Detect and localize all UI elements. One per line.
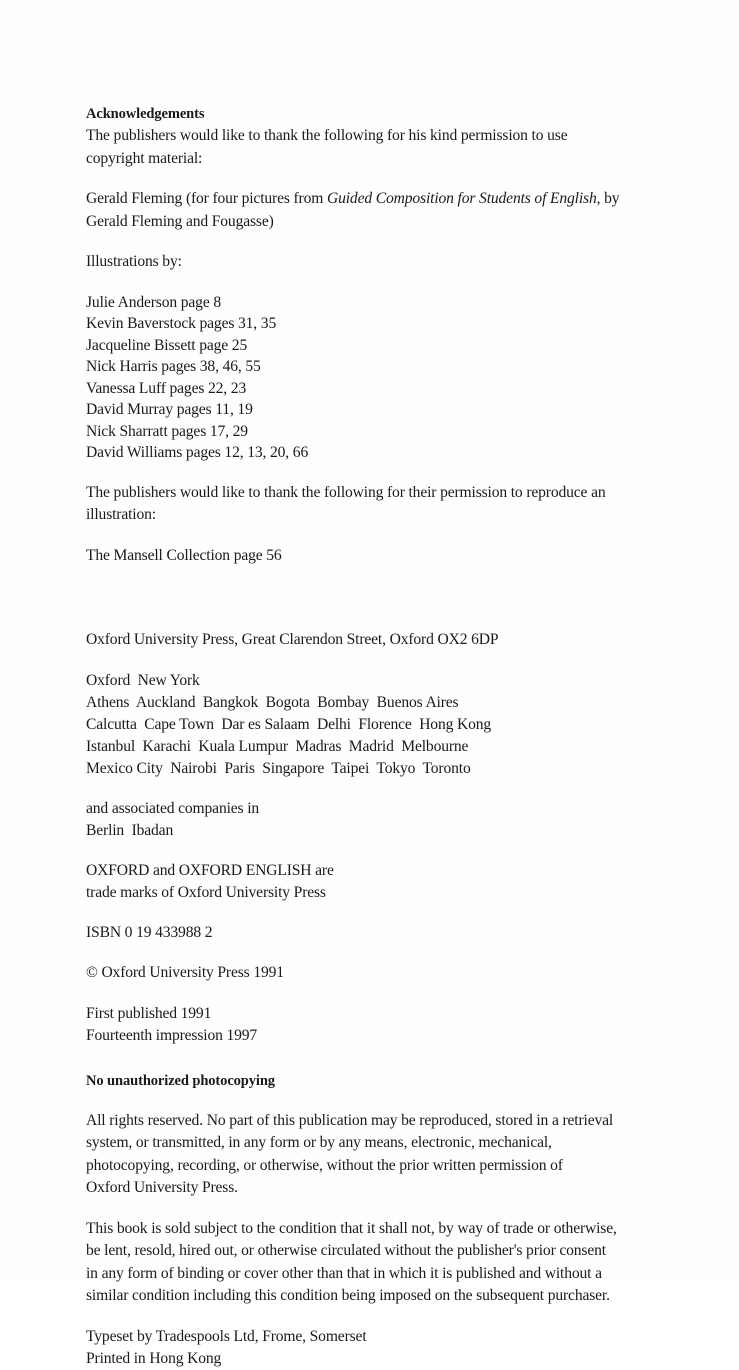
list-item: David Williams pages 12, 13, 20, 66 [86, 444, 309, 461]
publication-history [86, 1003, 664, 1047]
city-line: Istanbul Karachi Kuala Lumpur Madras Madrid Melbourne [86, 737, 469, 755]
associated-companies [86, 798, 664, 842]
sale-condition-line: be lent, resold, hired out, or otherwise circulated without the publisher's prior consent [86, 1242, 606, 1259]
illustrations-by-label: Illustrations by: [86, 253, 182, 270]
city-line: Mexico City Nairobi Paris Singapore Taipei Tokyo Toronto [86, 759, 471, 777]
printed-credit: Printed in Hong Kong [86, 1349, 222, 1367]
associated-companies-line-1: and associated companies in [86, 799, 260, 817]
all-rights-line: Oxford University Press. [86, 1179, 238, 1196]
trademark-line-2: trade marks of Oxford University Press [86, 883, 326, 901]
acknowledgements-intro-line-1: The publishers would like to thank the following for his kind permission to use [86, 127, 568, 144]
sale-condition-line: similar condition including this condition being imposed on the subsequent purchaser. [86, 1287, 610, 1304]
publisher-address: Oxford University Press, Great Clarendon Street, Oxford OX2 6DP [86, 631, 499, 648]
sale-condition-line: in any form of binding or cover other than that in which it is published and without a [86, 1264, 602, 1282]
acknowledgements-heading: Acknowledgements [86, 106, 205, 122]
spacer [86, 1308, 664, 1326]
illustrators-list [86, 292, 664, 464]
gerald-fleming-credit-line-2: Gerald Fleming and Fougasse) [86, 212, 274, 230]
reproduce-line-2: illustration: [86, 506, 156, 523]
spacer [86, 985, 664, 1003]
all-rights-reserved [86, 1110, 664, 1200]
book-title-italic: Guided Composition for Students of English [326, 190, 597, 207]
page-content [86, 104, 664, 1370]
city-line: Calcutta Cape Town Dar es Salaam Delhi Florence Hong Kong [86, 715, 492, 733]
production-credits [86, 1326, 664, 1370]
spacer [86, 527, 664, 545]
spacer [86, 233, 664, 251]
section-spacer [86, 567, 664, 629]
reproduce-line-1: The publishers would like to thank the following for their permission to reproduce an [86, 483, 606, 501]
sale-condition-line: This book is sold subject to the condition that it shall not, by way of trade or otherwise, [86, 1219, 617, 1237]
first-published: First published 1991 [86, 1004, 212, 1022]
list-item: Nick Harris pages 38, 46, 55 [86, 358, 261, 375]
spacer [86, 904, 664, 922]
copyright-notice: © Oxford University Press 1991 [86, 964, 284, 981]
city-line: Oxford New York [86, 671, 200, 689]
sale-condition [86, 1218, 664, 1308]
spacer [86, 274, 664, 292]
list-item: David Murray pages 11, 19 [86, 401, 253, 418]
credit-text-after: , by [596, 190, 620, 207]
list-item: Jacqueline Bissett page 25 [86, 336, 248, 354]
all-rights-line: All rights reserved. No part of this publication may be reproduced, stored in a retrieval [86, 1111, 614, 1129]
all-rights-line: system, or transmitted, in any form or by any means, electronic, mechanical, [86, 1134, 552, 1151]
list-item: Kevin Baverstock pages 31, 35 [86, 315, 277, 332]
spacer [86, 1047, 664, 1071]
list-item: Vanessa Luff pages 22, 23 [86, 379, 247, 397]
typeset-credit: Typeset by Tradespools Ltd, Frome, Somerset [86, 1327, 367, 1345]
reproduce-permission-note [86, 482, 664, 527]
associated-companies-line-2: Berlin Ibadan [86, 821, 174, 839]
spacer [86, 1200, 664, 1218]
acknowledgements-intro [86, 125, 664, 170]
spacer [86, 464, 664, 482]
spacer [86, 842, 664, 860]
no-photocopying-heading: No unauthorized photocopying [86, 1072, 275, 1089]
acknowledgements-intro-line-2: copyright material: [86, 149, 203, 167]
trademark-line-1: OXFORD and OXFORD ENGLISH are [86, 861, 334, 879]
spacer [86, 944, 664, 962]
isbn: ISBN 0 19 433988 2 [86, 923, 213, 941]
trademark-notice [86, 860, 664, 904]
credit-text-before: Gerald Fleming (for four pictures from [86, 190, 327, 207]
spacer [86, 780, 664, 798]
all-rights-line: photocopying, recording, or otherwise, without the prior written permission of [86, 1156, 563, 1174]
list-item: Julie Anderson page 8 [86, 293, 222, 311]
spacer [86, 1092, 664, 1110]
publisher-cities [86, 670, 664, 780]
list-item: Nick Sharratt pages 17, 29 [86, 422, 248, 440]
impression: Fourteenth impression 1997 [86, 1026, 258, 1044]
city-line: Athens Auckland Bangkok Bogota Bombay Buenos Aires [86, 693, 459, 711]
gerald-fleming-credit-line-1 [86, 188, 664, 211]
spacer [86, 170, 664, 188]
spacer [86, 652, 664, 670]
gerald-fleming-credit [86, 188, 664, 233]
mansell-collection-credit: The Mansell Collection page 56 [86, 546, 282, 564]
